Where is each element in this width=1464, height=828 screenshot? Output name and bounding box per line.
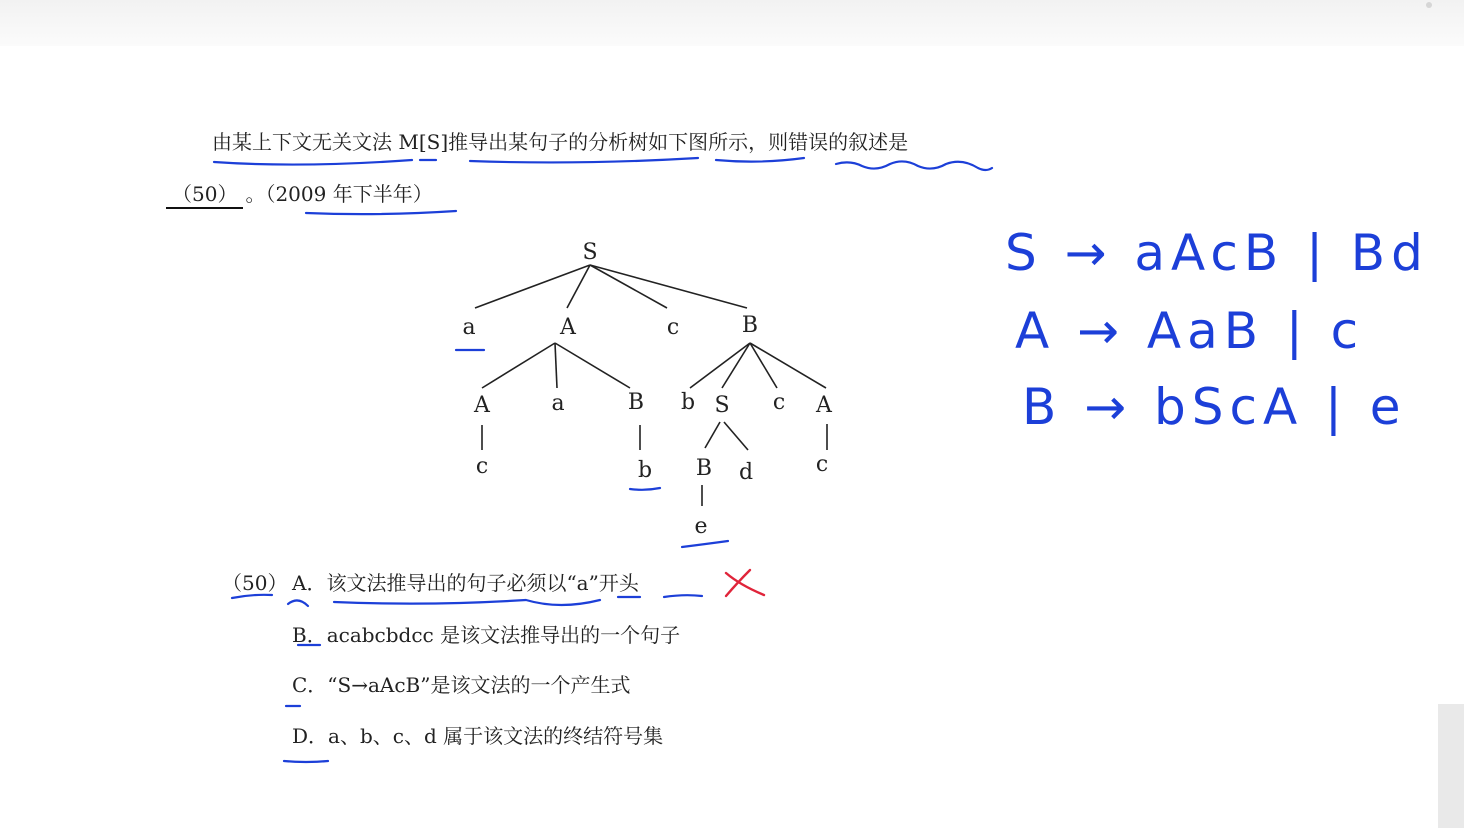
tree-node: c	[772, 390, 786, 415]
tree-node: A	[816, 393, 832, 418]
tree-node: d	[738, 460, 754, 485]
tree-node: c	[475, 454, 489, 479]
tree-node: B	[741, 313, 759, 338]
answer-blank: （50）	[166, 178, 243, 209]
question-text: 由某上下文无关文法 M[S]推导出某句子的分析树如下图所示，则错误的叙述是	[212, 130, 909, 154]
option-a: A．该文法推导出的句子必须以“a”开头	[292, 571, 639, 595]
tree-node: A	[474, 393, 490, 418]
tree-node: B	[627, 390, 645, 415]
handwritten-rule-b: B → bScA | e	[1022, 378, 1407, 436]
tree-node-root: S	[582, 240, 598, 265]
wrong-mark-icon	[726, 570, 764, 596]
tree-node: B	[695, 456, 713, 481]
tree-node: e	[694, 514, 708, 539]
handwritten-rule-a: A → AaB | c	[1015, 302, 1365, 360]
question-number: （50）	[222, 571, 288, 595]
option-b: B．acabcbdcc 是该文法推导出的一个句子	[292, 623, 681, 647]
handwritten-rule-s: S → aAcB | Bd	[1005, 224, 1429, 282]
option-d: D．a、b、c、d 属于该文法的终结符号集	[292, 724, 664, 748]
question-source: 。（2009 年下半年）	[245, 182, 433, 206]
tree-node: a	[462, 315, 476, 340]
scrollbar[interactable]	[1438, 704, 1464, 828]
tree-node: b	[680, 390, 696, 415]
tree-node: c	[666, 315, 680, 340]
tree-node: a	[551, 391, 565, 416]
tree-node: A	[560, 315, 576, 340]
tree-node: b	[637, 458, 653, 483]
option-c: C．“S→aAcB”是该文法的一个产生式	[292, 673, 631, 697]
tree-node: c	[815, 452, 829, 477]
tree-node: S	[714, 393, 730, 418]
